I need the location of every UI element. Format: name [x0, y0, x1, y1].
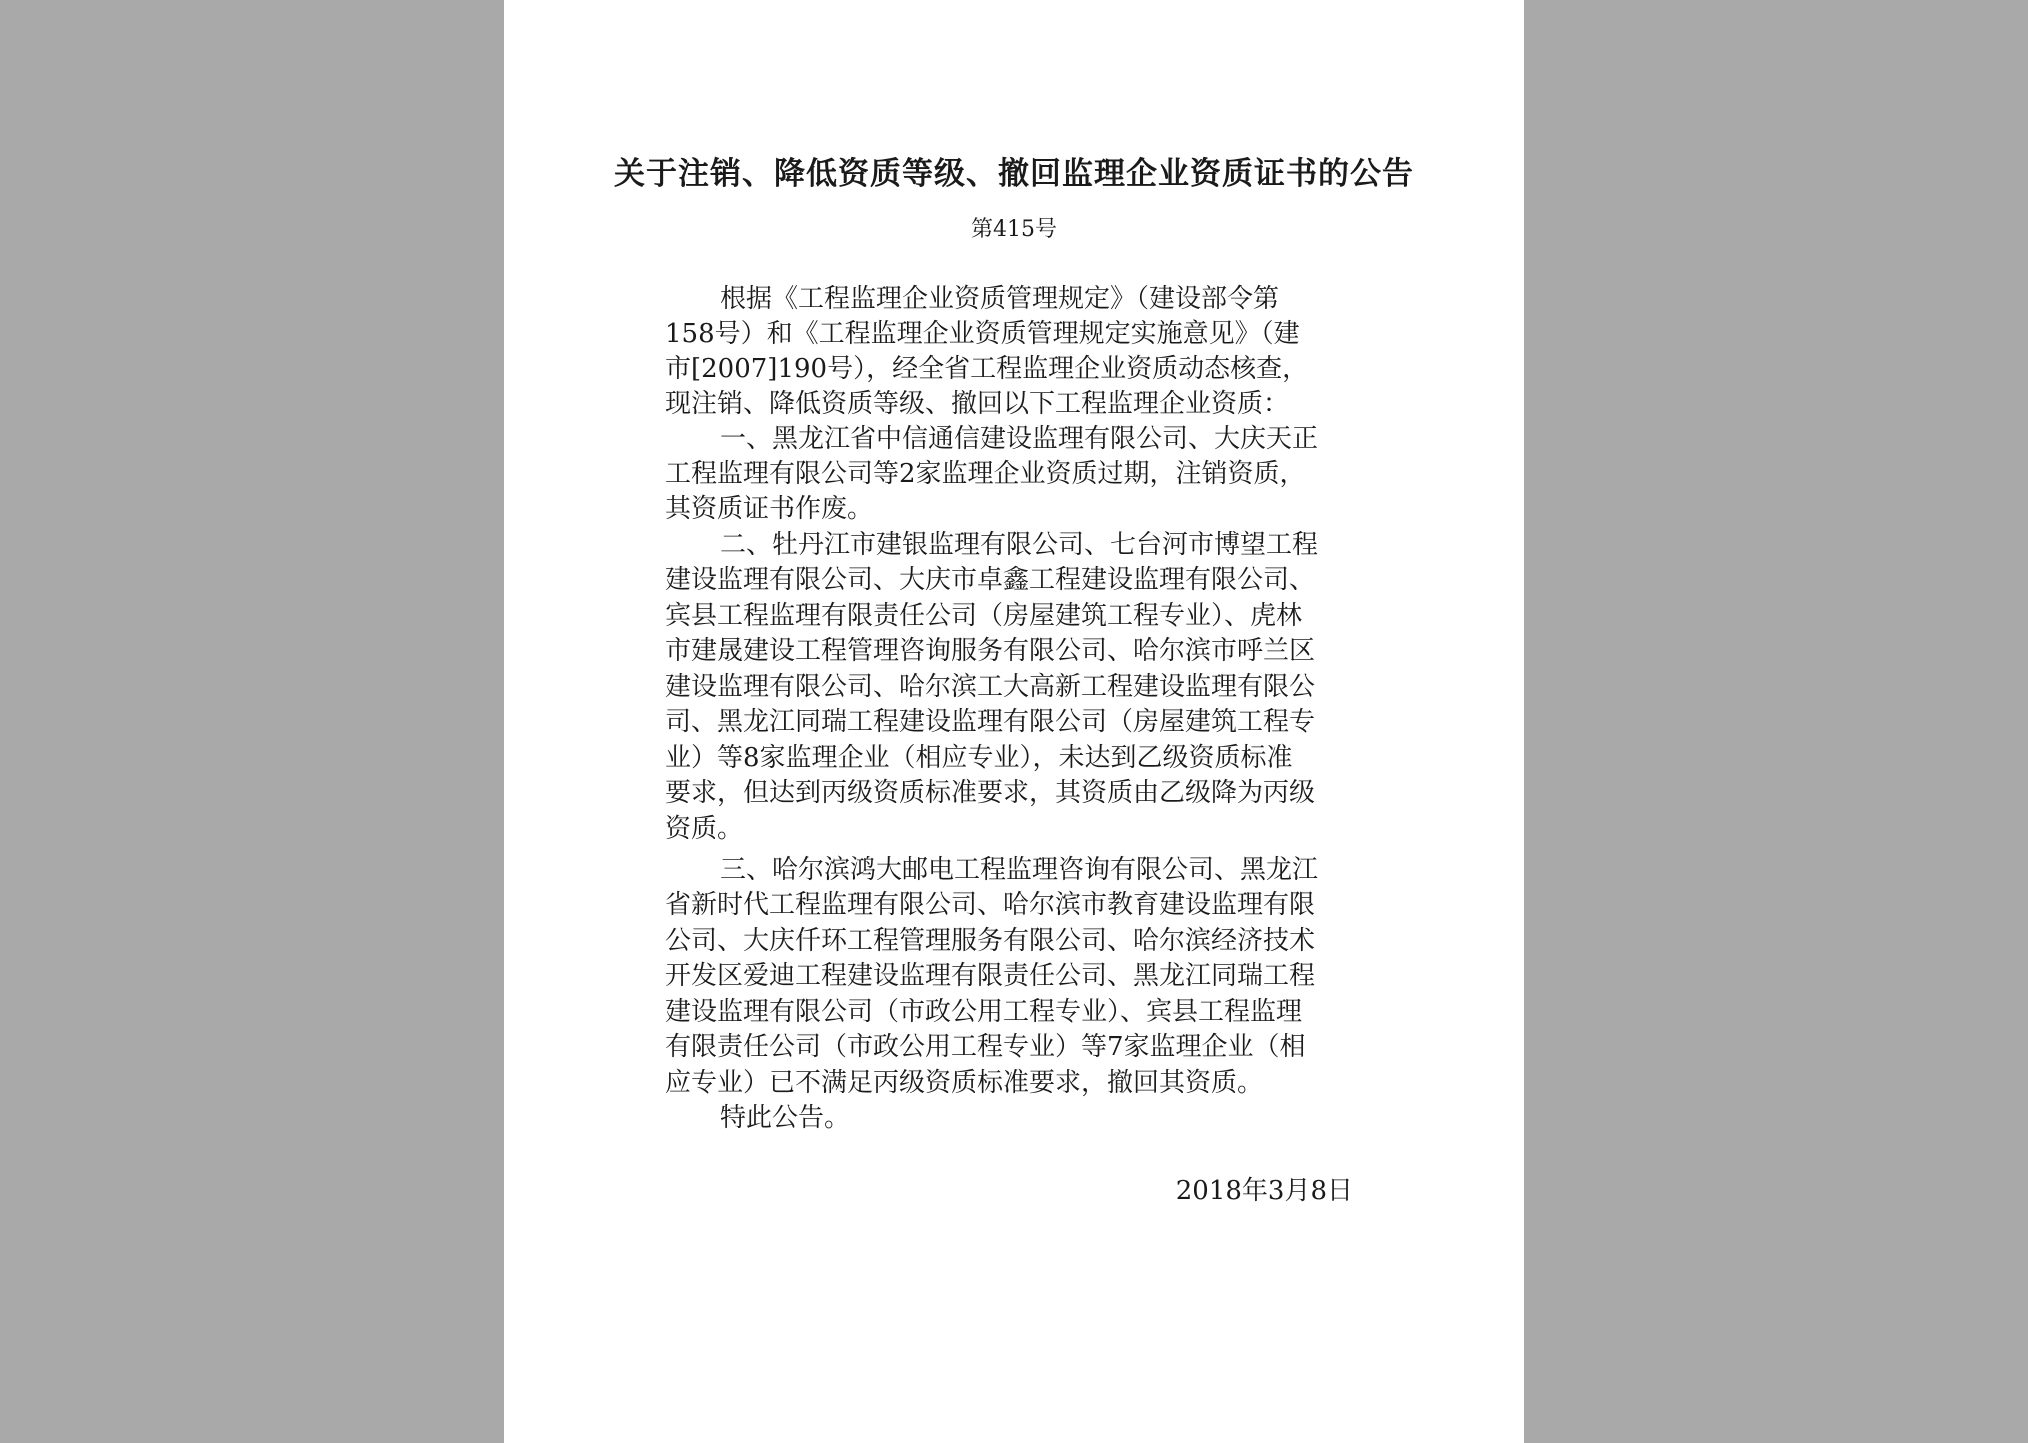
body-line: 二、牡丹江市建银监理有限公司、七台河市博望工程 — [720, 530, 1319, 560]
document-number: 第415号 — [971, 217, 1057, 242]
body-line: 省新时代工程监理有限公司、哈尔滨市教育建设监理有限 — [665, 890, 1316, 920]
body-line: 市建晟建设工程管理咨询服务有限公司、哈尔滨市呼兰区 — [665, 636, 1316, 666]
body-line: 市[2007]190号），经全省工程监理企业资质动态核查， — [665, 354, 1309, 384]
body-line: 要求，但达到丙级资质标准要求，其资质由乙级降为丙级 — [665, 778, 1316, 808]
body-line: 宾县工程监理有限责任公司（房屋建筑工程专业）、虎林 — [665, 601, 1303, 631]
document-date: 2018年3月8日 — [1175, 1176, 1353, 1206]
body-line: 业）等8家监理企业（相应专业），未达到乙级资质标准 — [665, 743, 1293, 773]
body-line: 建设监理有限公司、大庆市卓鑫工程建设监理有限公司、 — [665, 565, 1316, 595]
body-line: 其资质证书作废。 — [665, 494, 874, 524]
document-page — [504, 0, 1524, 1443]
body-line: 现注销、降低资质等级、撤回以下工程监理企业资质： — [665, 389, 1290, 419]
body-line: 三、哈尔滨鸿大邮电工程监理咨询有限公司、黑龙江 — [720, 855, 1319, 885]
body-line: 公司、大庆仟环工程管理服务有限公司、哈尔滨经济技术 — [665, 926, 1316, 956]
body-line: 一、黑龙江省中信通信建设监理有限公司、大庆天正 — [720, 424, 1319, 454]
body-line: 根据《工程监理企业资质管理规定》（建设部令第 — [720, 284, 1280, 314]
body-line: 工程监理有限公司等2家监理企业资质过期，注销资质， — [665, 459, 1306, 489]
document-title: 关于注销、降低资质等级、撤回监理企业资质证书的公告 — [614, 156, 1414, 192]
body-line: 建设监理有限公司（市政公用工程专业）、宾县工程监理 — [665, 997, 1303, 1027]
body-line: 司、黑龙江同瑞工程建设监理有限公司（房屋建筑工程专 — [665, 707, 1316, 737]
body-line: 有限责任公司（市政公用工程专业）等7家监理企业（相 — [665, 1032, 1306, 1062]
body-line: 158号）和《工程监理企业资质管理规定实施意见》（建 — [665, 319, 1300, 349]
body-line: 资质。 — [665, 814, 744, 844]
body-line: 开发区爱迪工程建设监理有限责任公司、黑龙江同瑞工程 — [665, 961, 1316, 991]
body-line: 建设监理有限公司、哈尔滨工大高新工程建设监理有限公 — [665, 672, 1316, 702]
body-line: 特此公告。 — [720, 1103, 851, 1133]
body-line: 应专业）已不满足丙级资质标准要求，撤回其资质。 — [665, 1068, 1264, 1098]
